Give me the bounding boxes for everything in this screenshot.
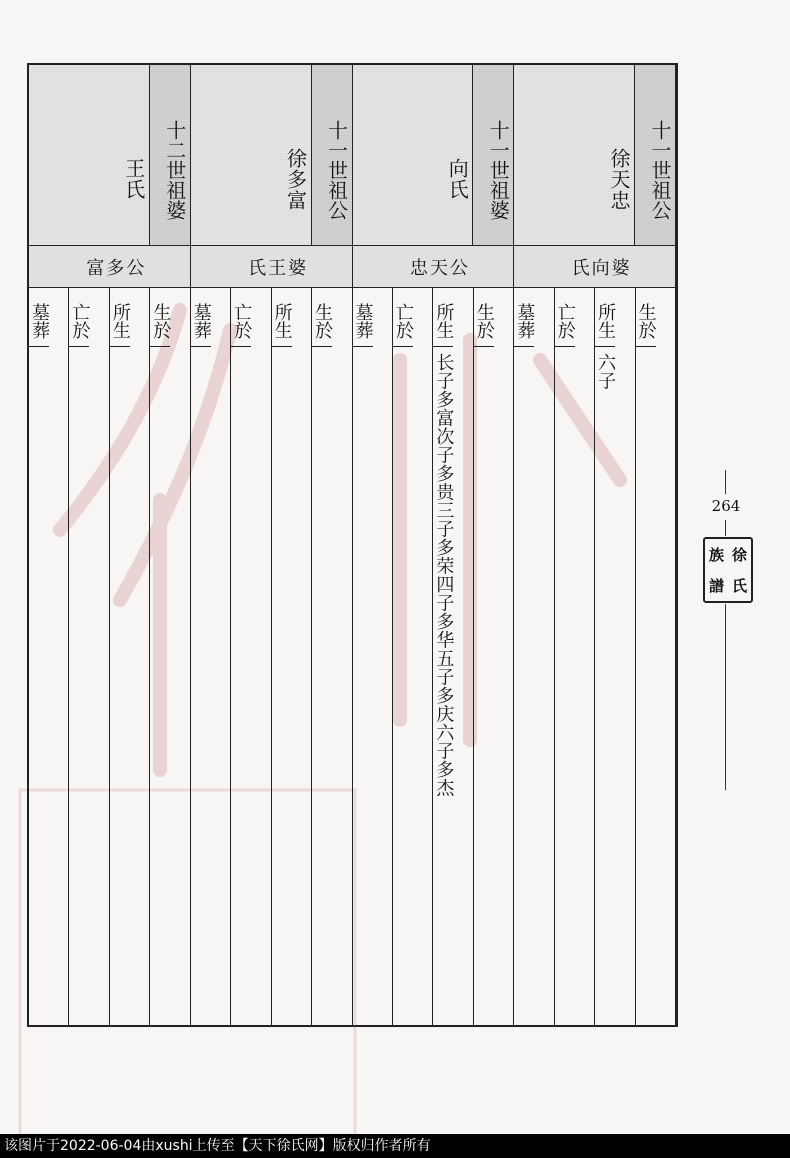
field-label: 墓葬 [353,288,373,347]
person-name: 徐天忠 [607,147,631,211]
field-label: 生於 [474,288,494,347]
margin-rule-mid [725,520,726,536]
field-column [636,288,676,1027]
field-label: 亡於 [393,288,413,347]
field-column [272,288,312,1027]
field-label: 生於 [150,288,170,347]
field-label: 所生 [110,288,130,347]
spouse-label: 氏向婆 [514,246,676,288]
field-label: 墓葬 [29,288,49,347]
page-number: 264 [711,497,741,515]
person-name: 向氏 [445,158,470,200]
field-label: 所生 [272,288,292,347]
field-label: 亡於 [231,288,251,347]
seal-char: 族 [708,546,724,564]
generation-label: 十一世祖公 [324,120,349,220]
field-column [474,288,514,1027]
field-column [353,288,393,1027]
generation-header [150,65,191,246]
name-header [29,65,150,246]
name-header [191,65,312,246]
spouse-label: 忠天公 [353,246,515,288]
field-label: 墓葬 [191,288,211,347]
field-label: 所生 [433,288,453,347]
field-column [312,288,352,1027]
field-column [150,288,190,1027]
field-column [69,288,109,1027]
generation-header [312,65,353,246]
generation-label: 十二世祖婆 [162,120,187,220]
field-label: 生於 [636,288,656,347]
margin-rule-top [725,470,726,494]
book-seal [703,537,753,603]
seal-char: 譜 [708,577,724,595]
field-label: 生於 [312,288,332,347]
field-column [191,288,231,1027]
seal-char: 氏 [731,577,747,595]
generation-header [473,65,514,246]
margin-rule-bottom [725,604,726,790]
name-header [514,65,635,246]
genealogy-table [27,63,678,1027]
spouse-label: 氏王婆 [191,246,353,288]
field-column [393,288,433,1027]
field-column [231,288,271,1027]
generation-label: 十一世祖公 [648,120,672,220]
field-column [29,288,69,1027]
generation-label: 十一世祖婆 [486,120,511,220]
field-column [514,288,554,1027]
field-column [110,288,150,1027]
upload-footer: 该图片于2022-06-04由xushi上传至【天下徐氏网】版权归作者所有 [0,1134,790,1158]
field-column [555,288,595,1027]
field-label: 亡於 [555,288,575,347]
field-value: 六子 [595,353,617,390]
field-column [595,288,635,1027]
person-name: 王氏 [121,158,146,200]
field-label: 墓葬 [514,288,534,347]
generation-header [635,65,676,246]
field-label: 所生 [595,288,615,347]
spouse-label: 富多公 [29,246,191,288]
seal-char: 徐 [731,546,747,564]
field-column [433,288,473,1027]
field-value: 长子多富次子多贵三子多荣四子多华五子多庆六子多杰 [433,353,455,797]
person-name: 徐多富 [283,147,308,211]
field-label: 亡於 [69,288,89,347]
name-header [353,65,474,246]
